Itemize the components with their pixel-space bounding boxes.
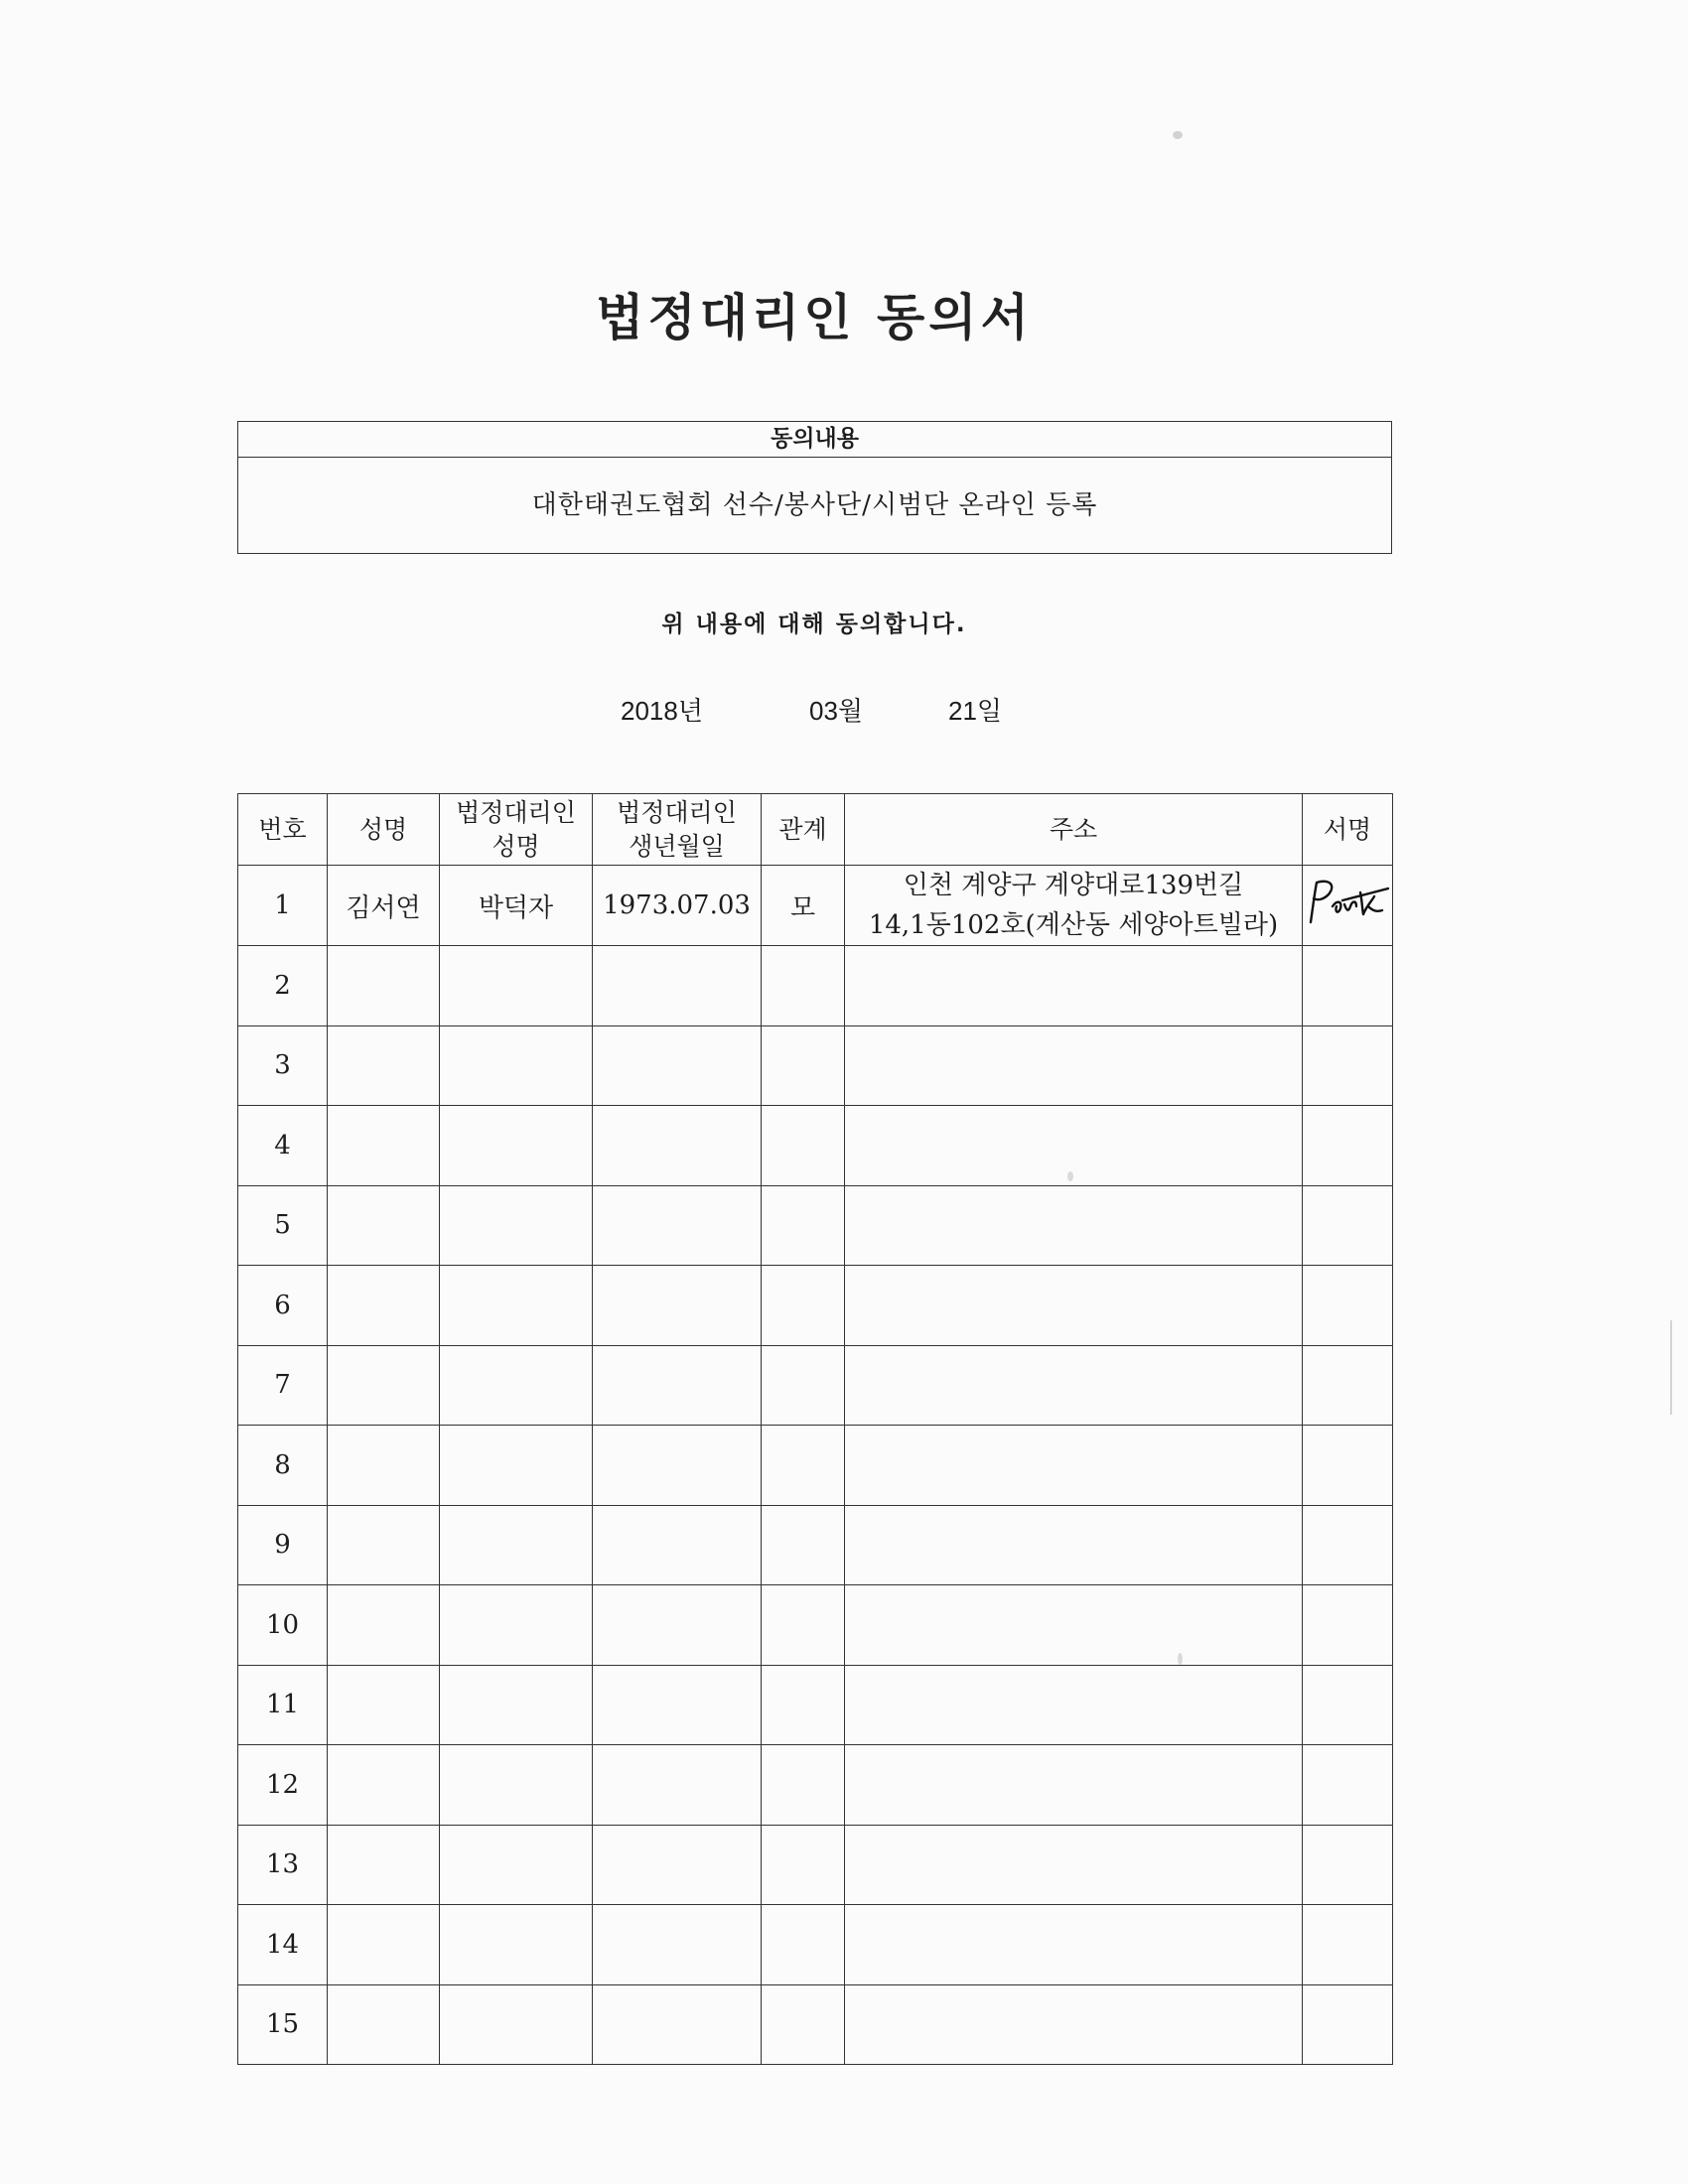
- cell-guardian-name: [440, 1185, 593, 1266]
- cell-name: [328, 1905, 440, 1985]
- table-row: [238, 866, 1393, 946]
- cell-name: [328, 1185, 440, 1266]
- cell-relation: [762, 1345, 845, 1426]
- agreement-statement: 위 내용에 대해 동의합니다.: [661, 612, 967, 637]
- cell-name: [328, 1745, 440, 1826]
- cell-number: 7: [238, 1345, 328, 1426]
- date-month: 03월: [809, 696, 864, 726]
- cell-signature: [1303, 1185, 1393, 1266]
- table-row: [238, 1665, 1393, 1745]
- cell-number: 10: [238, 1585, 328, 1666]
- cell-number: 13: [238, 1825, 328, 1905]
- cell-name: [328, 1025, 440, 1106]
- cell-number: 1: [238, 866, 328, 946]
- cell-relation: [762, 1665, 845, 1745]
- cell-signature: [1303, 1505, 1393, 1585]
- table-row: [238, 1585, 1393, 1666]
- cell-address: [845, 1665, 1303, 1745]
- cell-relation: [762, 1185, 845, 1266]
- cell-guardian-name: [440, 1905, 593, 1985]
- cell-guardian-birth: [593, 1585, 762, 1666]
- table-row: [238, 1984, 1393, 2065]
- cell-address: [845, 1426, 1303, 1506]
- cell-number: 4: [238, 1106, 328, 1186]
- cell-relation: [762, 1745, 845, 1826]
- cell-signature: [1303, 1585, 1393, 1666]
- table-row: [238, 1025, 1393, 1106]
- table-row: [238, 1825, 1393, 1905]
- col-header-relation: 관계: [762, 794, 845, 866]
- cell-name: [328, 946, 440, 1026]
- cell-relation: [762, 1025, 845, 1106]
- cell-guardian-name: 박덕자: [440, 866, 593, 946]
- cell-guardian-birth: [593, 1984, 762, 2065]
- cell-relation: [762, 1426, 845, 1506]
- cell-address: [845, 1185, 1303, 1266]
- consent-box: [237, 421, 1392, 554]
- cell-number: 9: [238, 1505, 328, 1585]
- cell-name: [328, 1665, 440, 1745]
- table-row: [238, 1345, 1393, 1426]
- cell-relation: [762, 1905, 845, 1985]
- cell-guardian-birth: [593, 1106, 762, 1186]
- cell-number: 12: [238, 1745, 328, 1826]
- col-header-name: 성명: [328, 794, 440, 866]
- cell-guardian-name: [440, 1505, 593, 1585]
- document-title: 법정대리인 동의서: [596, 289, 1033, 346]
- cell-number: 14: [238, 1905, 328, 1985]
- cell-relation: [762, 1106, 845, 1186]
- cell-relation: 모: [762, 866, 845, 946]
- table-row: [238, 1505, 1393, 1585]
- consent-content: 대한태권도협회 선수/봉사단/시범단 온라인 등록: [531, 490, 1098, 520]
- cell-name: [328, 1585, 440, 1666]
- cell-guardian-birth: [593, 1505, 762, 1585]
- table-header-row: [238, 794, 1393, 866]
- cell-name: [328, 1266, 440, 1346]
- cell-address: [845, 1984, 1303, 2065]
- cell-guardian-name: [440, 1745, 593, 1826]
- cell-name: [328, 1345, 440, 1426]
- cell-name: 김서연: [328, 866, 440, 946]
- date-day: 21일: [948, 696, 1003, 726]
- cell-number: 11: [238, 1665, 328, 1745]
- col-header-guardian-name: 법정대리인 성명: [440, 794, 593, 866]
- cell-address: [845, 1585, 1303, 1666]
- cell-name: [328, 1984, 440, 2065]
- cell-address: [845, 946, 1303, 1026]
- col-header-guardian-birth: 법정대리인 생년월일: [593, 794, 762, 866]
- cell-name: [328, 1825, 440, 1905]
- cell-number: 5: [238, 1185, 328, 1266]
- cell-signature: [1303, 1426, 1393, 1506]
- cell-guardian-birth: [593, 1745, 762, 1826]
- scan-speck: [1178, 1653, 1183, 1665]
- cell-address: [845, 1505, 1303, 1585]
- cell-number: 15: [238, 1984, 328, 2065]
- guardian-roster-table: [237, 793, 1393, 2065]
- cell-guardian-name: [440, 1266, 593, 1346]
- cell-address: [845, 1825, 1303, 1905]
- cell-relation: [762, 1585, 845, 1666]
- cell-guardian-birth: [593, 1825, 762, 1905]
- cell-relation: [762, 1505, 845, 1585]
- cell-guardian-name: [440, 1984, 593, 2065]
- table-row: [238, 1185, 1393, 1266]
- cell-guardian-birth: [593, 1665, 762, 1745]
- date-year: 2018년: [621, 696, 703, 726]
- table-row: [238, 1745, 1393, 1826]
- col-header-number: 번호: [238, 794, 328, 866]
- cell-signature: [1303, 866, 1393, 946]
- cell-guardian-name: [440, 1426, 593, 1506]
- cell-relation: [762, 1266, 845, 1346]
- col-header-address: 주소: [845, 794, 1303, 866]
- cell-number: 8: [238, 1426, 328, 1506]
- cell-guardian-birth: [593, 1426, 762, 1506]
- cell-guardian-name: [440, 1825, 593, 1905]
- cell-guardian-birth: 1973.07.03: [593, 866, 762, 946]
- cell-relation: [762, 946, 845, 1026]
- cell-name: [328, 1106, 440, 1186]
- cell-relation: [762, 1984, 845, 2065]
- cell-signature: [1303, 1905, 1393, 1985]
- cell-guardian-name: [440, 1345, 593, 1426]
- cell-signature: [1303, 1745, 1393, 1826]
- cell-signature: [1303, 1266, 1393, 1346]
- cell-guardian-name: [440, 1585, 593, 1666]
- table-row: [238, 1905, 1393, 1985]
- cell-number: 2: [238, 946, 328, 1026]
- cell-guardian-name: [440, 946, 593, 1026]
- scan-edge-mark: [1670, 1320, 1672, 1415]
- cell-guardian-birth: [593, 1345, 762, 1426]
- table-row: [238, 1106, 1393, 1186]
- cell-name: [328, 1426, 440, 1506]
- cell-address: [845, 1106, 1303, 1186]
- cell-signature: [1303, 1825, 1393, 1905]
- cell-guardian-name: [440, 1106, 593, 1186]
- scan-speck: [1173, 131, 1183, 139]
- table-body: [238, 866, 1393, 2065]
- cell-signature: [1303, 1665, 1393, 1745]
- cell-number: 6: [238, 1266, 328, 1346]
- cell-address: [845, 1745, 1303, 1826]
- cell-guardian-birth: [593, 1025, 762, 1106]
- cell-signature: [1303, 1345, 1393, 1426]
- cell-guardian-birth: [593, 1266, 762, 1346]
- cell-guardian-name: [440, 1025, 593, 1106]
- cell-address: [845, 1025, 1303, 1106]
- scan-speck: [1067, 1171, 1073, 1181]
- table-row: [238, 1426, 1393, 1506]
- handwritten-signature: [1303, 871, 1393, 940]
- cell-signature: [1303, 946, 1393, 1026]
- cell-address: [845, 1266, 1303, 1346]
- cell-address: [845, 1905, 1303, 1985]
- table-row: [238, 946, 1393, 1026]
- cell-number: 3: [238, 1025, 328, 1106]
- table-row: [238, 1266, 1393, 1346]
- cell-address: 인천 계양구 계양대로139번길 14,1동102호(계산동 세양아트빌라): [845, 866, 1303, 946]
- cell-guardian-birth: [593, 1905, 762, 1985]
- cell-guardian-birth: [593, 1185, 762, 1266]
- cell-address: [845, 1345, 1303, 1426]
- cell-guardian-birth: [593, 946, 762, 1026]
- cell-signature: [1303, 1025, 1393, 1106]
- cell-relation: [762, 1825, 845, 1905]
- cell-signature: [1303, 1106, 1393, 1186]
- cell-signature: [1303, 1984, 1393, 2065]
- consent-header: 동의내용: [238, 422, 1391, 458]
- cell-guardian-name: [440, 1665, 593, 1745]
- cell-name: [328, 1505, 440, 1585]
- col-header-signature: 서명: [1303, 794, 1393, 866]
